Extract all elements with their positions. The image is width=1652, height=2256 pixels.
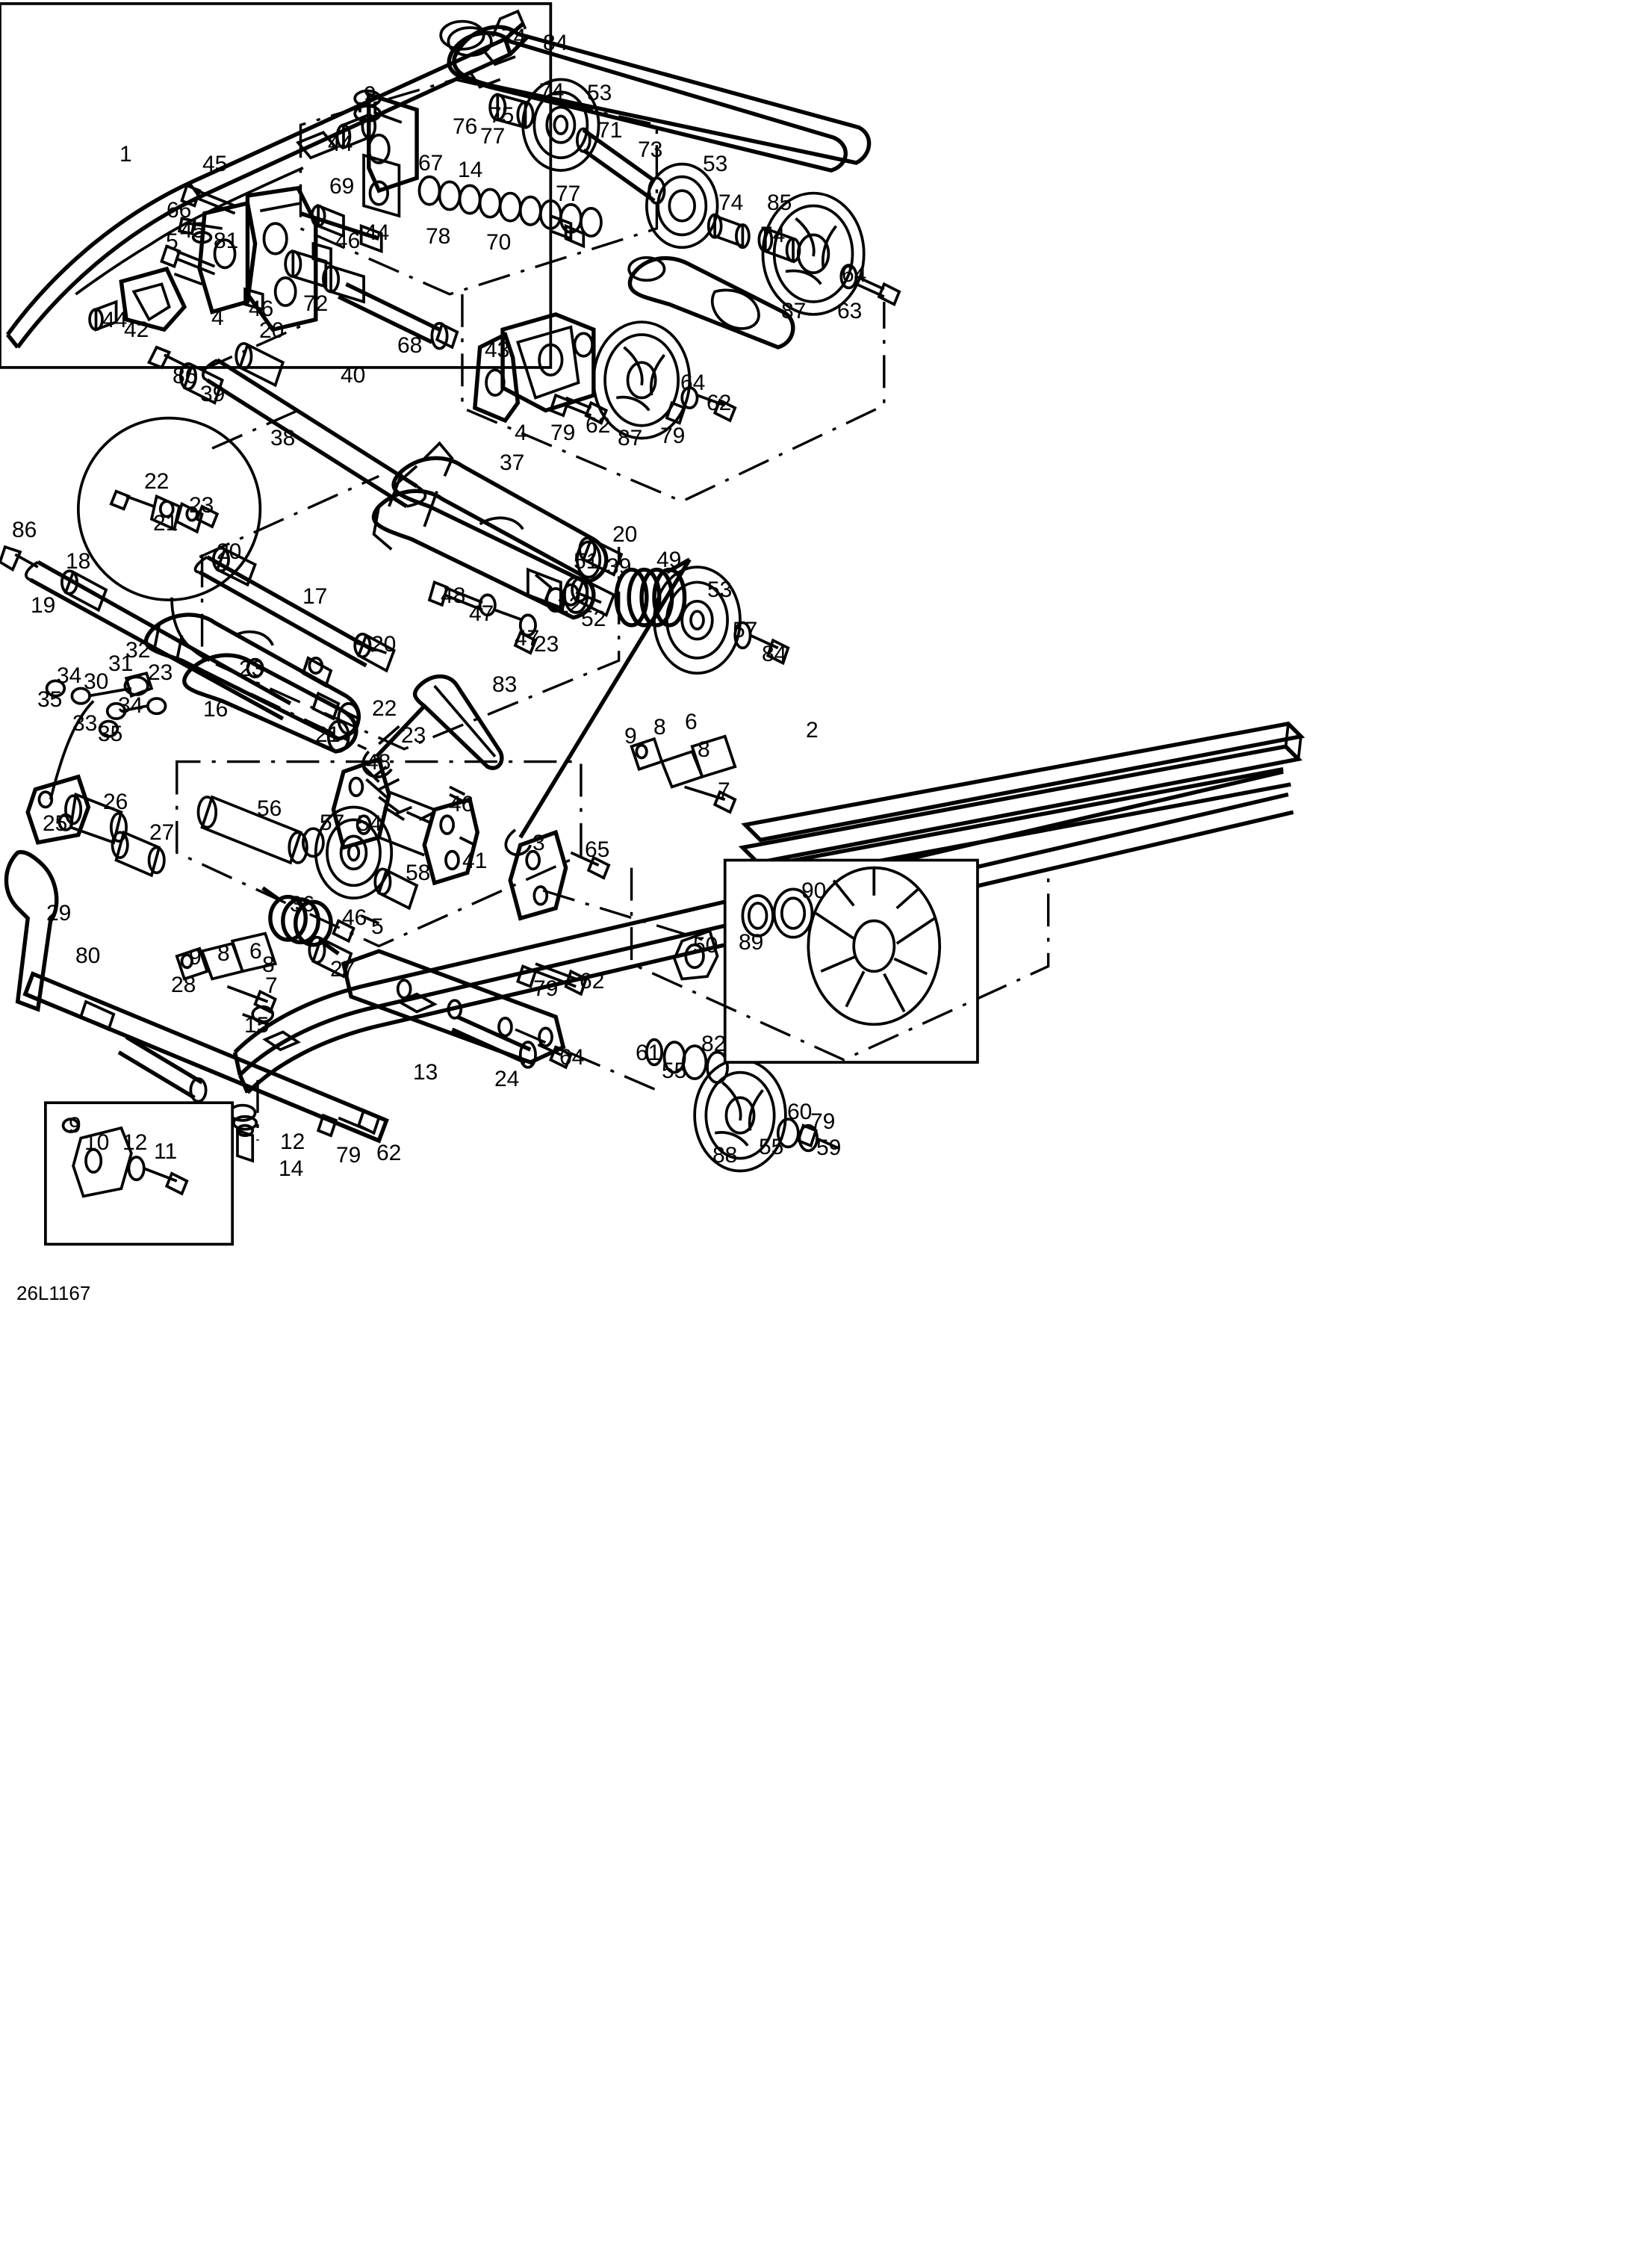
callout-9d: 9 xyxy=(69,1113,81,1138)
callout-20c: 20 xyxy=(612,522,638,547)
callout-9c: 9 xyxy=(189,945,202,970)
callout-47: 47 xyxy=(469,601,494,626)
callout-53b: 53 xyxy=(703,152,728,176)
callout-47b: 47 xyxy=(515,626,540,651)
callout-21b: 21 xyxy=(315,722,341,747)
callout-73: 73 xyxy=(638,137,663,162)
callout-66: 66 xyxy=(167,198,192,223)
callout-3: 3 xyxy=(532,831,545,855)
callout-35b: 35 xyxy=(98,722,123,746)
callout-35: 35 xyxy=(37,687,63,712)
callout-7b: 7 xyxy=(265,973,278,998)
callout-40: 40 xyxy=(341,363,366,388)
callout-57: 57 xyxy=(733,618,758,642)
callout-48: 48 xyxy=(441,583,466,608)
callout-9: 9 xyxy=(364,82,376,107)
callout-45: 45 xyxy=(202,152,228,176)
callout-46: 46 xyxy=(335,229,361,253)
callout-1: 1 xyxy=(119,142,132,167)
callout-86: 86 xyxy=(173,364,198,388)
callout-12b: 12 xyxy=(122,1130,148,1155)
callout-52: 52 xyxy=(581,607,606,631)
callout-88: 88 xyxy=(712,1143,738,1168)
callout-8d: 8 xyxy=(262,952,275,977)
callout-62: 62 xyxy=(586,413,611,438)
callout-25: 25 xyxy=(43,811,68,836)
callout-4: 4 xyxy=(211,306,224,330)
callout-76: 76 xyxy=(453,114,478,139)
callout-79e: 79 xyxy=(336,1143,361,1168)
callout-33: 33 xyxy=(72,711,98,736)
callout-59: 59 xyxy=(816,1135,842,1160)
callout-64b: 64 xyxy=(680,371,706,395)
callout-71: 71 xyxy=(597,118,623,143)
callout-77b: 77 xyxy=(556,182,581,206)
callout-20d: 20 xyxy=(371,632,397,657)
callout-89: 89 xyxy=(739,930,764,955)
callout-8b: 8 xyxy=(698,737,710,762)
callout-21: 21 xyxy=(153,511,178,536)
callout-22: 22 xyxy=(144,469,170,494)
callout-60: 60 xyxy=(787,1100,813,1124)
callout-50: 50 xyxy=(693,933,718,958)
callout-4b: 4 xyxy=(515,421,527,445)
drawing-code: 26L1167 xyxy=(16,1282,91,1304)
callout-84: 84 xyxy=(543,31,568,55)
callout-18: 18 xyxy=(66,549,91,574)
callout-38: 38 xyxy=(270,426,296,450)
callout-62b: 62 xyxy=(707,391,732,415)
callout-51: 51 xyxy=(574,549,599,574)
callout-58: 58 xyxy=(406,861,431,885)
callout-39: 39 xyxy=(200,382,226,406)
callout-12c: 12 xyxy=(280,1129,305,1154)
callout-49: 49 xyxy=(656,548,682,572)
callout-64: 64 xyxy=(842,262,867,287)
callout-10: 10 xyxy=(84,1130,110,1155)
callout-69: 69 xyxy=(329,174,355,199)
callout-23: 23 xyxy=(189,493,214,518)
callout-23c: 23 xyxy=(148,660,173,685)
callout-44c: 44 xyxy=(102,308,128,332)
callout-63: 63 xyxy=(837,299,863,323)
callout-74: 74 xyxy=(501,25,527,49)
callout-65: 65 xyxy=(585,837,610,862)
callout-24: 24 xyxy=(494,1067,520,1091)
callout-30: 30 xyxy=(84,669,109,694)
callout-74b: 74 xyxy=(539,79,565,104)
callout-53: 53 xyxy=(587,81,612,105)
callout-26: 26 xyxy=(103,790,128,814)
callout-80: 80 xyxy=(75,943,101,968)
callout-13: 13 xyxy=(413,1060,438,1085)
callout-34b: 34 xyxy=(118,693,143,718)
callout-79d: 79 xyxy=(810,1109,836,1134)
callout-48b: 48 xyxy=(366,750,391,775)
callout-81: 81 xyxy=(214,229,239,253)
callout-23b: 23 xyxy=(534,632,559,657)
callout-27b: 27 xyxy=(330,957,355,982)
callout-11: 11 xyxy=(154,1139,178,1164)
callout-23e: 23 xyxy=(401,723,426,748)
callout-61: 61 xyxy=(636,1041,661,1065)
callout-20: 20 xyxy=(259,318,285,343)
callout-34: 34 xyxy=(57,663,82,688)
callout-8c: 8 xyxy=(217,941,230,966)
callout-27: 27 xyxy=(149,820,175,845)
callout-46b: 46 xyxy=(249,297,274,321)
callout-62d: 62 xyxy=(376,1141,402,1165)
callout-22b: 22 xyxy=(372,696,397,721)
callout-78: 78 xyxy=(426,224,451,249)
callout-79: 79 xyxy=(550,421,576,445)
callout-79c: 79 xyxy=(533,976,559,1001)
callout-46d: 46 xyxy=(342,905,367,930)
callout-85: 85 xyxy=(767,190,792,215)
callout-29: 29 xyxy=(46,901,72,926)
callout-36: 36 xyxy=(290,892,315,917)
callout-41: 41 xyxy=(462,849,488,873)
callout-6b: 6 xyxy=(249,939,262,964)
callout-42: 42 xyxy=(124,317,149,342)
callout-55b: 55 xyxy=(759,1135,784,1159)
callout-55: 55 xyxy=(662,1059,687,1083)
callout-14: 14 xyxy=(458,158,483,182)
callout-43: 43 xyxy=(485,338,510,362)
callout-46c: 46 xyxy=(449,792,474,816)
callout-57b: 57 xyxy=(320,811,345,835)
callout-75: 75 xyxy=(489,103,515,128)
callout-17: 17 xyxy=(302,584,328,609)
callout-8: 8 xyxy=(653,715,666,740)
callout-45b: 45 xyxy=(180,218,205,243)
callout-68: 68 xyxy=(397,333,423,358)
callout-5b: 5 xyxy=(371,914,384,939)
callout-72: 72 xyxy=(303,291,329,316)
callout-90: 90 xyxy=(801,878,827,903)
callout-62c: 62 xyxy=(580,969,605,994)
callout-12: 12 xyxy=(556,593,582,618)
callout-39b: 39 xyxy=(606,554,632,579)
callout-87: 87 xyxy=(781,299,807,323)
callout-20b: 20 xyxy=(217,539,242,564)
callout-44: 44 xyxy=(328,131,353,156)
callout-9b: 9 xyxy=(624,724,637,749)
callout-37: 37 xyxy=(500,450,525,475)
callout-82: 82 xyxy=(701,1032,727,1056)
callout-70: 70 xyxy=(486,230,512,255)
callout-74c: 74 xyxy=(718,190,744,215)
callout-28: 28 xyxy=(171,973,196,997)
callout-74d: 74 xyxy=(760,223,786,247)
callout-7: 7 xyxy=(718,778,730,803)
callout-86b: 86 xyxy=(12,518,37,542)
callout-15: 15 xyxy=(244,1013,270,1038)
callout-79b: 79 xyxy=(660,424,686,448)
callout-84b: 84 xyxy=(762,642,787,666)
callout-64c: 64 xyxy=(559,1045,585,1070)
callout-32: 32 xyxy=(125,638,151,663)
callout-14b: 14 xyxy=(279,1156,304,1181)
callout-6: 6 xyxy=(685,710,698,734)
callout-23d: 23 xyxy=(239,657,264,681)
callout-83: 83 xyxy=(492,672,518,697)
callout-54: 54 xyxy=(357,811,382,836)
callout-56: 56 xyxy=(257,796,282,821)
callout-67: 67 xyxy=(418,151,444,176)
callout-31: 31 xyxy=(108,651,134,676)
callout-19: 19 xyxy=(31,593,56,618)
callout-16: 16 xyxy=(203,697,229,722)
callout-77: 77 xyxy=(480,124,506,149)
callout-53c: 53 xyxy=(707,577,733,602)
callout-44b: 44 xyxy=(364,220,390,245)
callout-87b: 87 xyxy=(618,426,643,450)
callout-5: 5 xyxy=(166,229,178,254)
callout-2: 2 xyxy=(806,718,819,743)
